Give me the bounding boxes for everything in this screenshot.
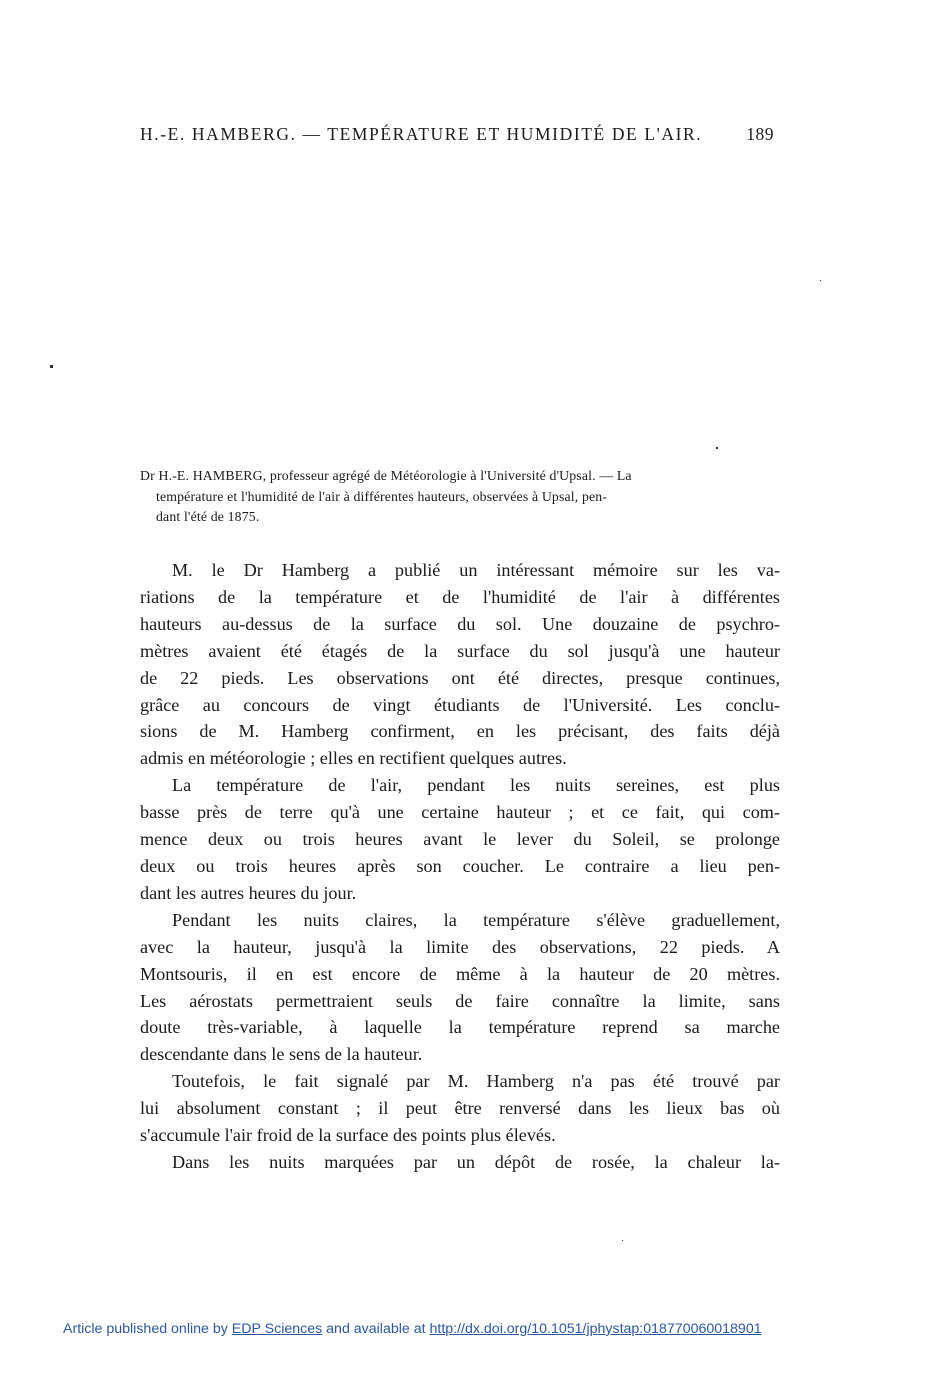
text-line: M. le Dr Hamberg a publié un intéressant mémoire sur les va- — [172, 560, 780, 580]
citation-line: température et l'humidité de l'air à différentes hauteurs, observées à Upsal, pen- — [156, 488, 608, 504]
text-line: de 22 pieds. Les observations ont été directes, presque continues, — [140, 667, 780, 688]
text-line: admis en météorologie ; elles en rectifient quelques autres. — [140, 748, 567, 769]
text-line: basse près de terre qu'à une certaine hauteur ; et ce fait, qui com- — [140, 802, 780, 823]
paragraph — [140, 557, 780, 772]
bibliographic-citation — [140, 466, 780, 528]
paragraph — [140, 907, 780, 1068]
scan-speck — [50, 365, 53, 368]
citation-line: Dr H.-E. HAMBERG, professeur agrégé de Météorologie à l'Université d'Upsal. — La — [140, 468, 632, 483]
paragraph — [140, 1068, 780, 1149]
scan-speck — [820, 280, 821, 281]
text-line: Dans les nuits marquées par un dépôt de rosée, la chaleur la- — [172, 1151, 780, 1172]
text-line: dant les autres heures du jour. — [140, 882, 357, 903]
paragraph — [140, 772, 780, 907]
publisher-footer — [63, 1321, 762, 1337]
text-line: mètres avaient été étagés de la surface du sol jusqu'à une hauteur — [140, 640, 780, 661]
text-line: avec la hauteur, jusqu'à la limite des observations, 22 pieds. A — [140, 936, 780, 957]
paragraph — [140, 1149, 780, 1176]
footer-prefix: Article published online by — [63, 1321, 232, 1337]
citation-line: dant l'été de 1875. — [156, 509, 260, 524]
text-line: riations de la température et de l'humidité de l'air à différentes — [140, 586, 780, 607]
doi-link[interactable]: http://dx.doi.org/10.1051/jphystap:018770060018901 — [429, 1321, 762, 1337]
text-line: descendante dans le sens de la hauteur. — [140, 1044, 423, 1065]
text-line: s'accumule l'air froid de la surface des points plus élevés. — [140, 1125, 556, 1146]
scan-speck — [622, 1240, 623, 1241]
scan-speck — [716, 447, 718, 449]
publisher-link[interactable]: EDP Sciences — [231, 1321, 323, 1337]
text-line: mence deux ou trois heures avant le lever du Soleil, se prolonge — [140, 829, 780, 850]
text-line: Pendant les nuits claires, la température s'élève graduellement, — [172, 909, 780, 930]
text-line: doute très-variable, à laquelle la température reprend sa marche — [140, 1017, 780, 1038]
page-number: 189 — [746, 124, 774, 144]
text-line: La température de l'air, pendant les nuits sereines, est plus — [172, 775, 780, 796]
text-line: Montsouris, il en est encore de même à la hauteur de 20 mètres. — [140, 963, 780, 984]
text-line: hauteurs au-dessus de la surface du sol. Une douzaine de psychro- — [140, 613, 780, 634]
text-line: Toutefois, le fait signalé par M. Hamberg n'a pas été trouvé par — [172, 1071, 780, 1092]
text-line: lui absolument constant ; il peut être renversé dans les lieux bas où — [140, 1098, 780, 1119]
running-head-title: H.-E. HAMBERG. — TEMPÉRATURE ET HUMIDITÉ DE L'AIR. — [140, 124, 703, 144]
text-line: grâce au concours de vingt étudiants de l'Université. Les conclu- — [140, 694, 780, 715]
article-body — [140, 557, 780, 1176]
text-line: deux ou trois heures après son coucher. Le contraire a lieu pen- — [140, 855, 780, 876]
text-line: sions de M. Hamberg confirment, en les précisant, des faits déjà — [140, 721, 780, 742]
footer-middle: and available at — [322, 1321, 430, 1337]
text-line: Les aérostats permettraient seuls de faire connaître la limite, sans — [140, 990, 780, 1011]
